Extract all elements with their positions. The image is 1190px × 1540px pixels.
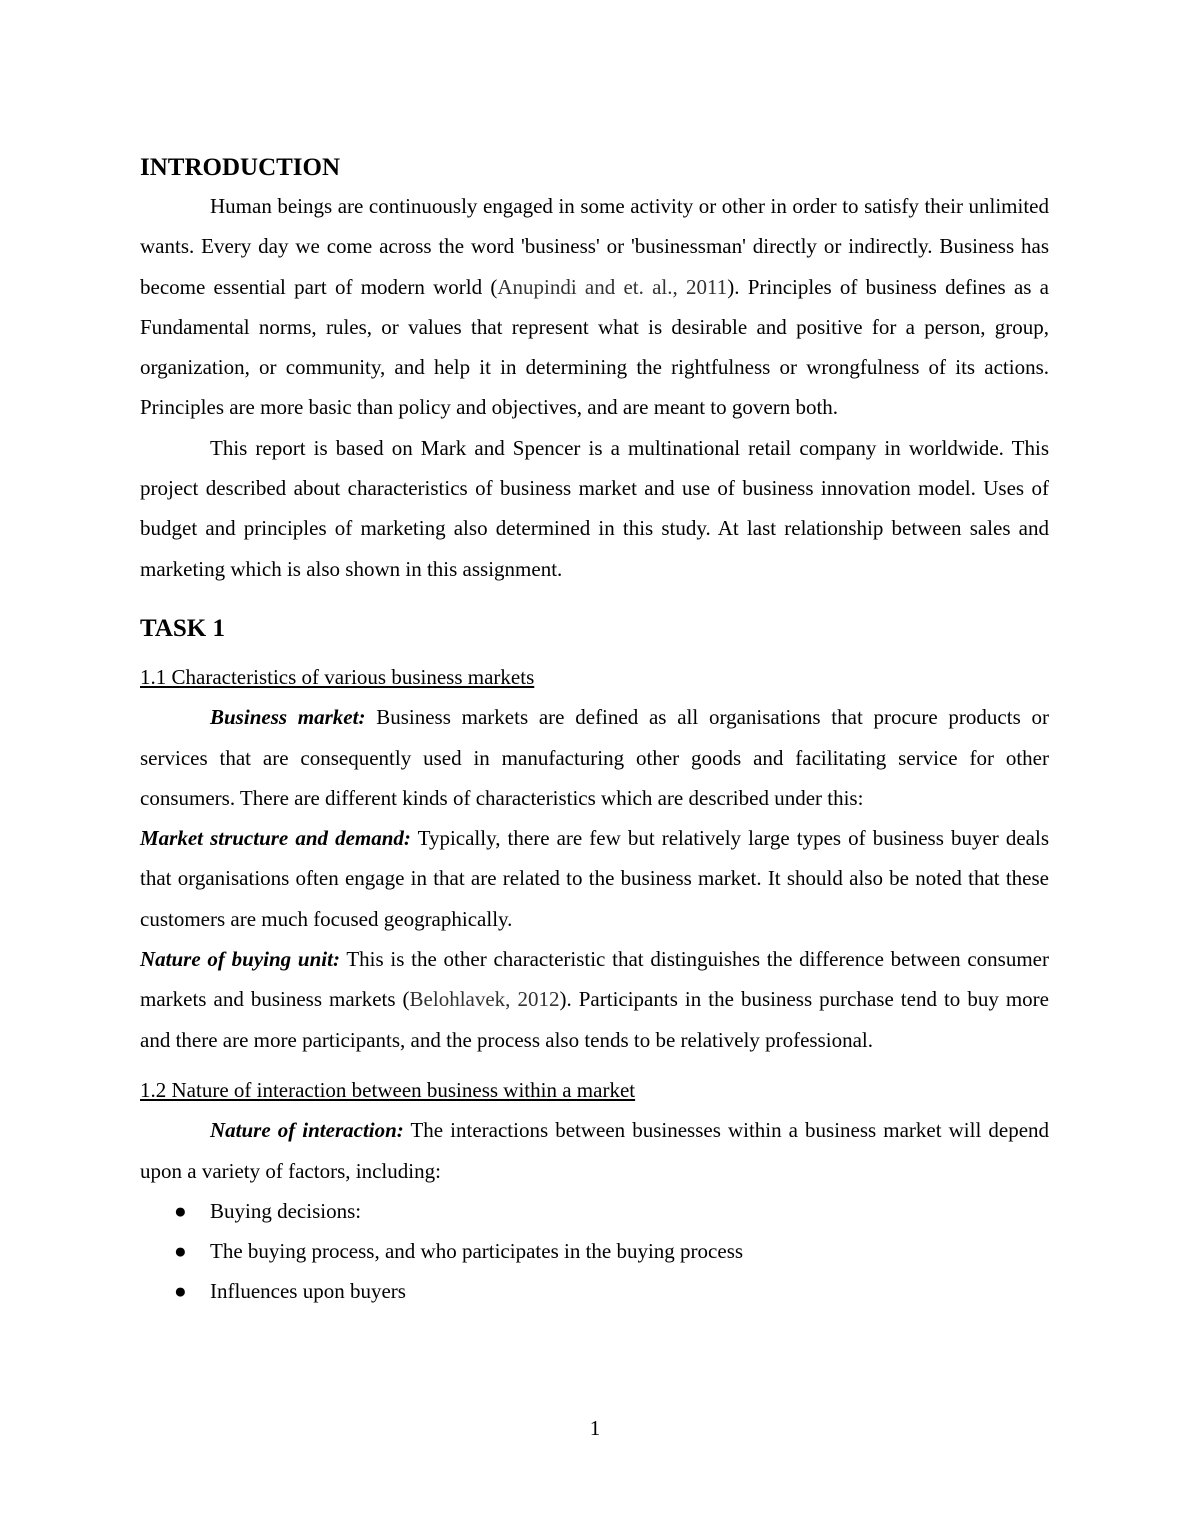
term-label: Nature of buying unit: (140, 947, 340, 972)
list-item-text: The buying process, and who participates in the buying process (210, 1239, 744, 1264)
business-market-paragraph (140, 697, 1049, 818)
bullet-icon: ● (174, 1239, 187, 1264)
page-number: 1 (589, 1416, 601, 1440)
bullet-icon: ● (174, 1279, 187, 1304)
text: ). Participants in the business purchase tend to buy more and there are more participants, and the process also tends to be relatively professional. (140, 987, 1049, 1052)
market-structure-paragraph (140, 818, 1049, 939)
term-label: Business market: (210, 705, 366, 730)
text: Typically, there are few but relatively large types of business buyer deals that organisations often engage in that are related to the business market. It should also be noted that these customers are much focused geographically. (140, 826, 1049, 931)
text: Business markets are defined as all organisations that procure products or services that are consequently used in manufacturing other goods and facilitating service for other consumers. There are different kinds of characteristics which are described under this: (140, 705, 1049, 810)
list-item (140, 1271, 1049, 1311)
text: This is the other characteristic that distinguishes the difference between consumer markets and business markets ( (140, 947, 1049, 1012)
heading-introduction: INTRODUCTION (140, 154, 341, 181)
section-1-1-title: 1.1 Characteristics of various business markets (140, 664, 535, 689)
list-item-text: Buying decisions: (210, 1198, 362, 1223)
intro-paragraph-1 (140, 186, 1049, 428)
list-item (140, 1231, 1049, 1271)
list-item-text: Influences upon buyers (210, 1279, 406, 1304)
citation: Belohlavek, 2012 (409, 987, 560, 1012)
term-label: Nature of interaction: (210, 1118, 404, 1143)
list-item (140, 1191, 1049, 1231)
intro-paragraph-2: This report is based on Mark and Spencer is a multinational retail company in worldwide. This project described about characteristics of business market and use of business innovation model. Uses of budget and principles of marketing also determined in this study. At last relationship between sales and marketing which is also shown in this assignment. (140, 435, 1049, 581)
page-content (140, 150, 1049, 1312)
term-label: Market structure and demand: (140, 826, 411, 851)
text: ). Principles of business defines as a Fundamental norms, rules, or values that represent what is desirable and positive for a person, group, organization, or community, and help it in determining the rightfulness or wrongfulness of its actions. Principles are more basic than policy and objectives, and are meant to govern both. (140, 274, 1050, 420)
section-1-2-title: 1.2 Nature of interaction between business within a market (140, 1077, 636, 1102)
text: The interactions between businesses within a business market will depend upon a variety of factors, including: (140, 1118, 1050, 1183)
heading-task-1: TASK 1 (140, 614, 225, 642)
bullet-icon: ● (174, 1198, 187, 1223)
buying-unit-paragraph (140, 939, 1049, 1060)
text: Human beings are continuously engaged in some activity or other in order to satisfy their unlimited wants. Every day we come across the word 'business' or 'businessman' directly or indirectly. Business has become essential part of modern world ( (140, 194, 1049, 299)
interaction-paragraph (140, 1110, 1049, 1191)
factors-list (140, 1191, 1049, 1312)
citation: Anupindi and et. al., 2011 (497, 274, 728, 299)
